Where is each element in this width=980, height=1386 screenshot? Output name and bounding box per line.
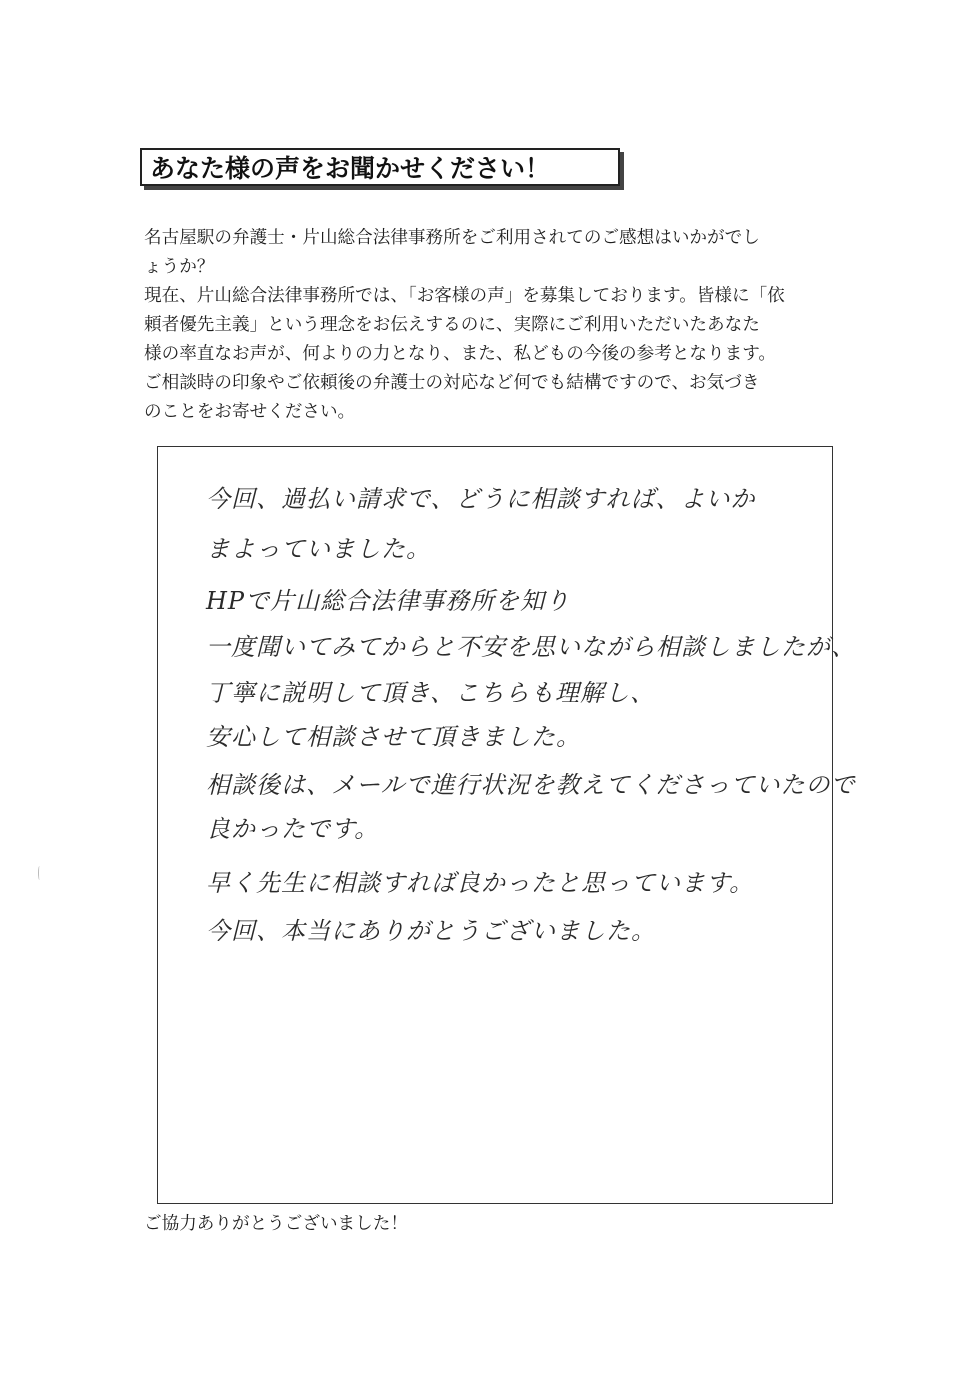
intro-line: ご相談時の印象やご依頼後の弁護士の対応など何でも結構ですので、お気づき bbox=[144, 373, 760, 393]
intro-line: のことをお寄せください。 bbox=[144, 402, 356, 422]
handwritten-line: 安心して相談させて頂きました。 bbox=[206, 723, 581, 751]
handwritten-line: 今回、本当にありがとうございました。 bbox=[206, 917, 656, 945]
handwritten-line: HPで片山総合法律事務所を知り bbox=[206, 587, 571, 615]
intro-line: 名古屋駅の弁護士・片山総合法律事務所をご利用されてのご感想はいかがでし bbox=[144, 228, 760, 248]
handwritten-line: 今回、過払い請求で、どうに相談すれば、よいか bbox=[206, 485, 756, 513]
comment-box bbox=[157, 446, 856, 1204]
intro-line: 頼者優先主義」という理念をお伝えするのに、実際にご利用いただいたあなた bbox=[144, 315, 760, 335]
scan-mark bbox=[38, 866, 41, 880]
intro-paragraph bbox=[144, 224, 844, 427]
closing-text: ご協力ありがとうございました！ bbox=[144, 1214, 408, 1234]
title-box bbox=[140, 148, 620, 186]
handwritten-line: 一度聞いてみてからと不安を思いながら相談しましたが、 bbox=[206, 633, 856, 661]
handwritten-line: 丁寧に説明して頂き、こちらも理解し、 bbox=[206, 679, 656, 707]
intro-line: ょうか？ bbox=[144, 257, 215, 277]
handwritten-line: 相談後は、メールで進行状況を教えてくださっていたので bbox=[206, 771, 856, 799]
page-title: あなた様の声をお聞かせください！ bbox=[150, 154, 551, 183]
intro-line: 様の率直なお声が、何よりの力となり、また、私どもの今後の参考となります。 bbox=[144, 344, 776, 364]
handwritten-line: 良かったです。 bbox=[206, 815, 380, 843]
intro-line: 現在、片山総合法律事務所では、「お客様の声」を募集しております。皆様に「依 bbox=[144, 286, 785, 306]
handwritten-line: まよっていました。 bbox=[206, 535, 431, 563]
handwritten-line: 早く先生に相談すれば良かったと思っています。 bbox=[206, 869, 755, 897]
